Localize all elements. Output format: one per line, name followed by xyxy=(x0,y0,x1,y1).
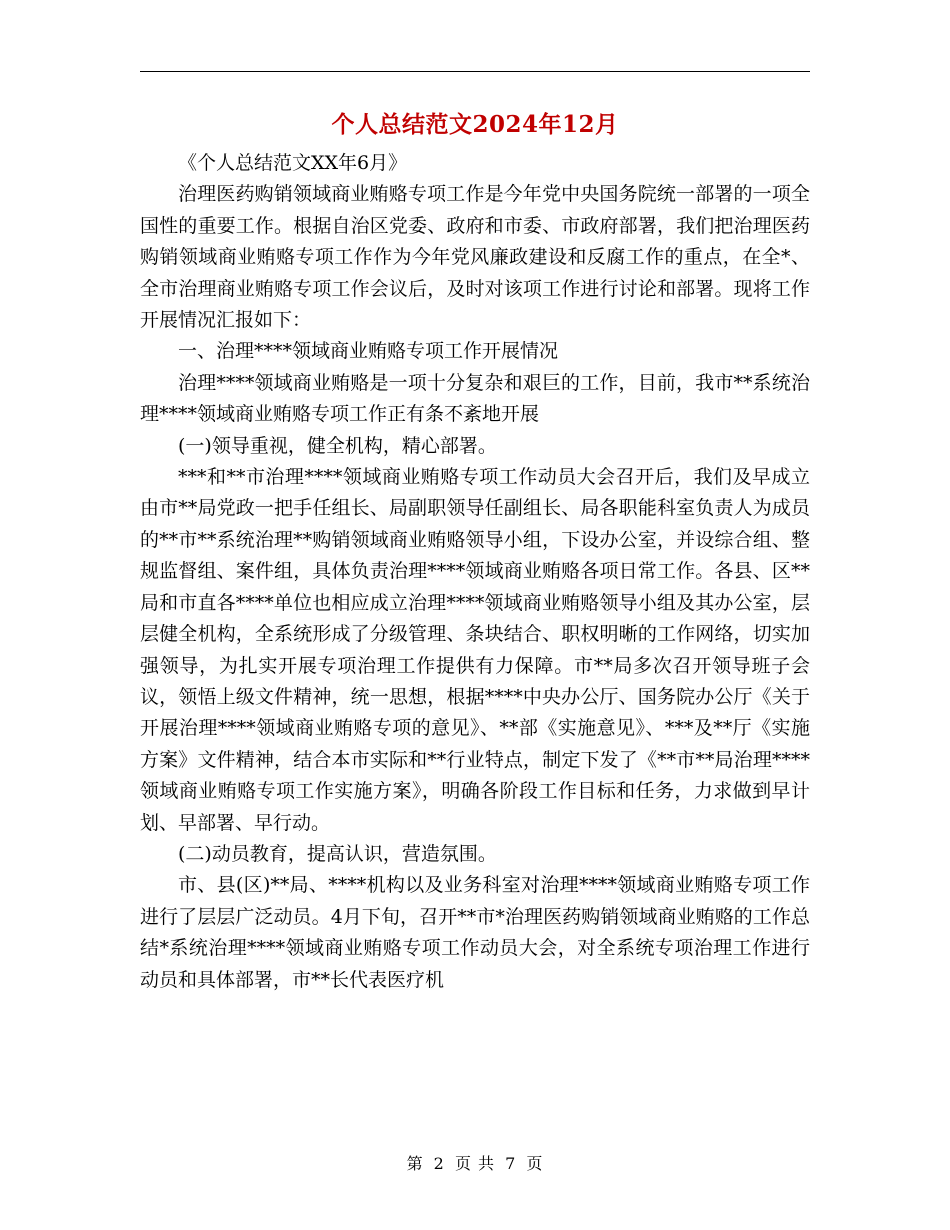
document-body xyxy=(140,148,810,996)
paragraph-intro: 治理医药购销领域商业贿赂专项工作是今年党中央国务院统一部署的一项全国性的重要工作。根据自治区党委、政府和市委、市政府部署，我们把治理医药购销领域商业贿赂专项工作作为今年党风廉政建设和反腐工作的重点，在全*、全市治理商业贿赂专项工作会议后，及时对该项工作进行讨论和部署。现将工作开展情况汇报如下： xyxy=(140,183,810,332)
page-suffix: 页 xyxy=(526,1154,544,1173)
page-number-footer xyxy=(0,1152,950,1176)
header-rule xyxy=(140,71,810,72)
paragraph-mobilization: 市、县(区)**局、****机构以及业务科室对治理****领域商业贿赂专项工作进行了层层广泛动员。4月下旬，召开**市*治理医药购销领域商业贿赂的工作总结*系统治理****领域商业贿赂专项工作动员大会，对全系统专项治理工作进行动员和具体部署，市**长代表医疗机 xyxy=(140,874,810,991)
subsection-heading-2: (二)动员教育，提高认识，营造氛围。 xyxy=(178,842,497,865)
page-current: 2 xyxy=(433,1154,445,1173)
document-title: 个人总结范文2024年12月 xyxy=(331,111,619,138)
paragraph-source-title: 《个人总结范文XX年6月》 xyxy=(178,152,408,174)
paragraph-overview: 治理****领域商业贿赂是一项十分复杂和艰巨的工作，目前，我市**系统治理****领域商业贿赂专项工作正有条不紊地开展 xyxy=(140,371,810,426)
page-prefix: 第 xyxy=(406,1154,424,1173)
page-mid: 页 共 xyxy=(454,1154,496,1173)
paragraph-leadership: ***和**市治理****领域商业贿赂专项工作动员大会召开后，我们及早成立由市**局党政一把手任组长、局副职领导任副组长、局各职能科室负责人为成员的**市**系统治理**购销领域商业贿赂领导小组，下设办公室，并设综合组、整规监督组、案件组，具体负责治理****领域商业贿赂各项日常工作。各县、区**局和市直各****单位也相应成立治理****领域商业贿赂领导小组及其办公室，层层健全机构，全系统形成了分级管理、条块结合、职权明晰的工作网络，切实加强领导，为扎实开展专项治理工作提供有力保障。市**局多次召开领导班子会议，领悟上级文件精神，统一思想，根据****中央办公厅、国务院办公厅《关于开展治理****领域商业贿赂专项的意见》、**部《实施意见》、***及**厅《实施方案》文件精神，结合本市实际和**行业特点，制定下发了《**市**局治理****领域商业贿赂专项工作实施方案》，明确各阶段工作目标和任务，力求做到早计划、早部署、早行动。 xyxy=(140,466,810,834)
page-total: 7 xyxy=(505,1154,517,1173)
section-heading-1: 一、治理****领域商业贿赂专项工作开展情况 xyxy=(178,340,559,363)
subsection-heading-1: (一)领导重视，健全机构，精心部署。 xyxy=(178,434,497,457)
